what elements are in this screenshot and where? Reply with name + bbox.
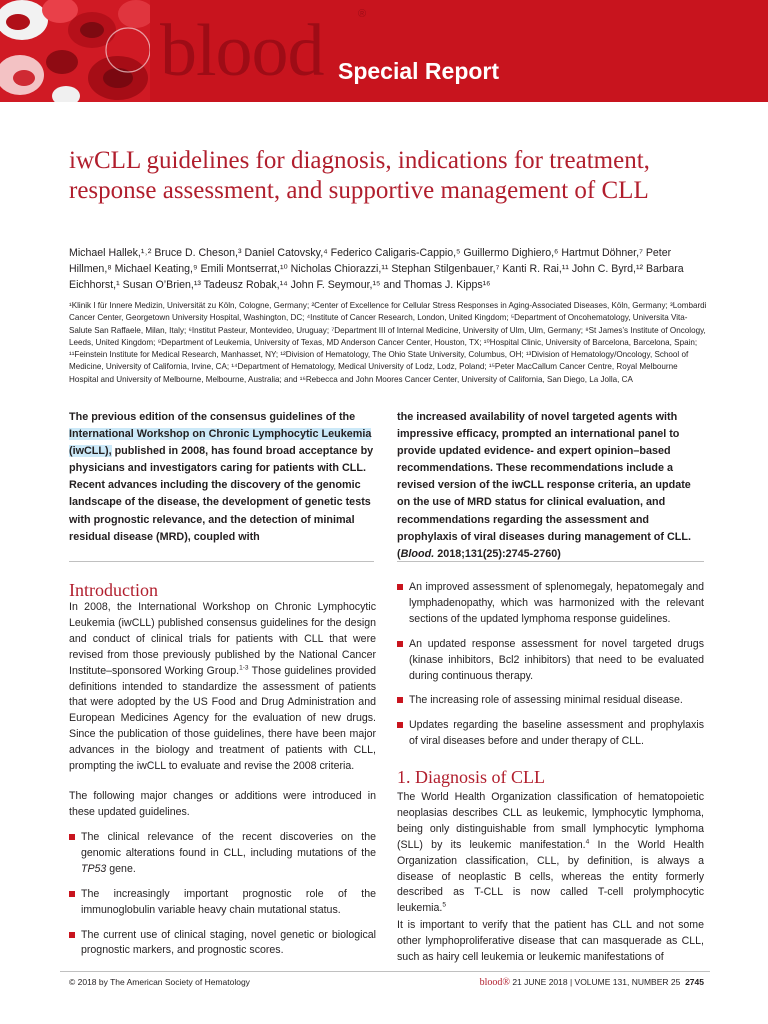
abstract-text: published in 2008, has found broad acceptance by physicians and investigators caring for patients with CLL. Recent advances including the discovery of the genomic landscape of the disease, the development of genetic tests with prognostic relevance, and the detection of minimal residual disease (MRD), coupled with (69, 445, 374, 543)
reference-superscript[interactable]: 1-3 (239, 664, 249, 672)
registered-mark: ® (358, 8, 367, 20)
list-text: The clinical relevance of the recent discoveries on the genomic alterations found in CLL, including mutations of the (81, 831, 376, 859)
changes-list-left (69, 830, 376, 968)
divider (397, 561, 704, 562)
issue-details: 21 JUNE 2018 | VOLUME 131, NUMBER 25 (509, 977, 681, 987)
copyright-notice: © 2018 by The American Society of Hematology (69, 977, 250, 987)
paragraph (69, 600, 376, 775)
paragraph-text: Those guidelines provided definitions intended to standardize the assessment of patients that were adopted by the US Food and Drug Administration and European Medicines Agency for the evaluation of new drugs. Since the publication of those guidelines, there have been major advances in the biology and treatment of patients with CLL, prompting the iwCLL to evaluate and revise the 2008 criteria. (69, 664, 376, 773)
paragraph-text: In 2008, the International Workshop on Chronic Lymphocytic Leukemia (iwCLL) published consensus guidelines for the design and conduct of clinical trials for patients with CLL that were revised from those previously published by the National Cancer Institute–sponsored Working Group. (69, 601, 376, 677)
paragraph-text: The World Health Organization classification of hematopoietic neoplasias describes CLL as leukemic, lymphocytic lymphoma, being only distinguishable from small lymphocytic lymphoma (SLL) by its leukemic manifestation. (397, 791, 704, 851)
section-label: Special Report (338, 58, 500, 84)
abstract-left-column (69, 409, 376, 546)
list-item (397, 693, 704, 709)
article-title: iwCLL guidelines for diagnosis, indications for treatment, response assessment, and supportive management of CLL (69, 147, 650, 204)
issue-info (430, 977, 704, 988)
paragraph: The following major changes or additions were introduced in these updated guidelines. (69, 790, 376, 818)
reference-superscript[interactable]: 5 (442, 901, 446, 909)
list-text: An improved assessment of splenomegaly, hepatomegaly and lymphadenopathy, which was harmonized with the relevant sections of the updated lymphoma response guidelines. (409, 581, 704, 625)
footer-journal-logo: blood® (479, 977, 510, 988)
list-item (397, 718, 704, 750)
list-text: Updates regarding the baseline assessment and prophylaxis of viral diseases before and under therapy of CLL. (409, 719, 704, 748)
list-text: The current use of clinical staging, novel genetic or biological prognostic markers, and prognostic scores. (81, 928, 376, 957)
list-item (69, 830, 376, 878)
list-item (397, 637, 704, 685)
bullet-square (69, 834, 75, 840)
reference-superscript[interactable]: 4 (585, 838, 590, 846)
abstract-text: the increased availability of novel targeted agents with impressive efficacy, prompted an international panel to provide updated evidence- and expert opinion–based recommendations. These recommendations include a revised version of the iwCLL response criteria, an update on the use of MRD status for clinical evaluation, and recommendations regarding the assessment and prophylaxis of viral diseases during management of CLL. ( (397, 411, 691, 560)
changes-list-right (397, 580, 704, 759)
affiliations: ¹Klinik I für Innere Medizin, Universität zu Köln, Cologne, Germany; ²Center of Excellence for Cellular Stress Responses in Aging-Associated Diseases, Köln, Germany; ³Lombardi Cancer Center, Georgetown University Hospital, Washington, DC; ⁴Institute of Cancer Research, London, United Kingdom; ⁵Department of Oncohematology, Universita Vita-Salute San Raffaele, Milan, Italy; ⁶Institut Pasteur, Montevideo, Uruguay; ⁷Department III of Internal Medicine, University of Ulm, Ulm, Germany; ⁸St James’s Institute of Oncology, Leeds, United Kingdom; ⁹Department of Leukemia, University of Texas, MD Anderson Cancer Center, Houston, TX; ¹⁰Hospital Clinic, University of Barcelona, Barcelona, Spain; ¹¹Feinstein Institute for Medical Research, Manhasset, NY; ¹²Division of Hematology, The Ohio State University, Columbus, OH; ¹³Division of Hematology/Oncology, School of Medicine, University of California, Irvine, CA; ¹⁴Department of Hematology, Medical University of Lodz, Lodz, Poland; ¹⁵Peter MacCallum Cancer Centre, Royal Melbourne Hospital and University of Melbourne, Melbourne, Australia; and ¹⁶Rebecca and John Moores Cancer Center, University of California, San Diego, La Jolla, CA (69, 301, 707, 384)
bullet-square (397, 584, 403, 590)
journal-name: Blood. (400, 547, 435, 560)
journal-banner (0, 0, 768, 102)
paragraph: It is important to verify that the patient has CLL and not some other lymphoproliferative disease that can masquerade as CLL, such as hairy cell leukemia or leukemic manifestations of (397, 919, 704, 963)
journal-logo: blood (160, 10, 324, 92)
footer-divider (60, 971, 710, 972)
gene-name: TP53 (81, 862, 107, 875)
abstract-text: The previous edition of the consensus guidelines of the (69, 411, 356, 423)
list-text: The increasingly important prognostic role of the immunoglobulin variable heavy chain mutational status. (81, 887, 376, 916)
citation: 2018;131(25):2745-2760) (434, 547, 561, 560)
list-text: An updated response assessment for novel targeted drugs (kinase inhibitors, Bcl2 inhibitors) that need to be evaluated during continuous therapy. (409, 637, 704, 682)
abstract-right-column (397, 409, 704, 563)
blood-cells-image (0, 0, 150, 102)
bullet-square (397, 641, 403, 647)
list-item (69, 928, 376, 960)
page-number: 2745 (685, 977, 704, 987)
bullet-square (397, 697, 403, 703)
section-heading-introduction: Introduction (69, 580, 158, 600)
highlighted-text[interactable]: International Workshop on Chronic Lymphocytic Leukemia (iwCLL), (69, 428, 372, 458)
list-text: gene. (106, 862, 136, 875)
list-item (397, 580, 704, 628)
bullet-square (69, 932, 75, 938)
section-heading-diagnosis: 1. Diagnosis of CLL (397, 767, 545, 787)
paragraph-text: In the World Health Organization classification, CLL, by definition, is always a disease of neoplastic B cells, whereas the entity formerly described as T-CLL is now called T-cell prolymphocytic leukemia. (397, 838, 704, 915)
list-item (69, 887, 376, 919)
list-text: The increasing role of assessing minimal residual disease. (409, 694, 683, 707)
author-list: Michael Hallek,¹˒² Bruce D. Cheson,³ Daniel Catovsky,⁴ Federico Caligaris-Cappio,⁵ Guillermo Dighiero,⁶ Hartmut Döhner,⁷ Peter Hillmen,⁸ Michael Keating,⁹ Emili Montserrat,¹⁰ Nicholas Chiorazzi,¹¹ Stephan Stilgenbauer,⁷ Kanti R. Rai,¹¹ John C. Byrd,¹² Barbara Eichhorst,¹ Susan O’Brien,¹³ Tadeusz Robak,¹⁴ John F. Seymour,¹⁵ and Thomas J. Kipps¹⁶ (69, 247, 684, 291)
bullet-square (69, 891, 75, 897)
paragraph (397, 790, 704, 917)
divider (69, 561, 374, 562)
bullet-square (397, 722, 403, 728)
